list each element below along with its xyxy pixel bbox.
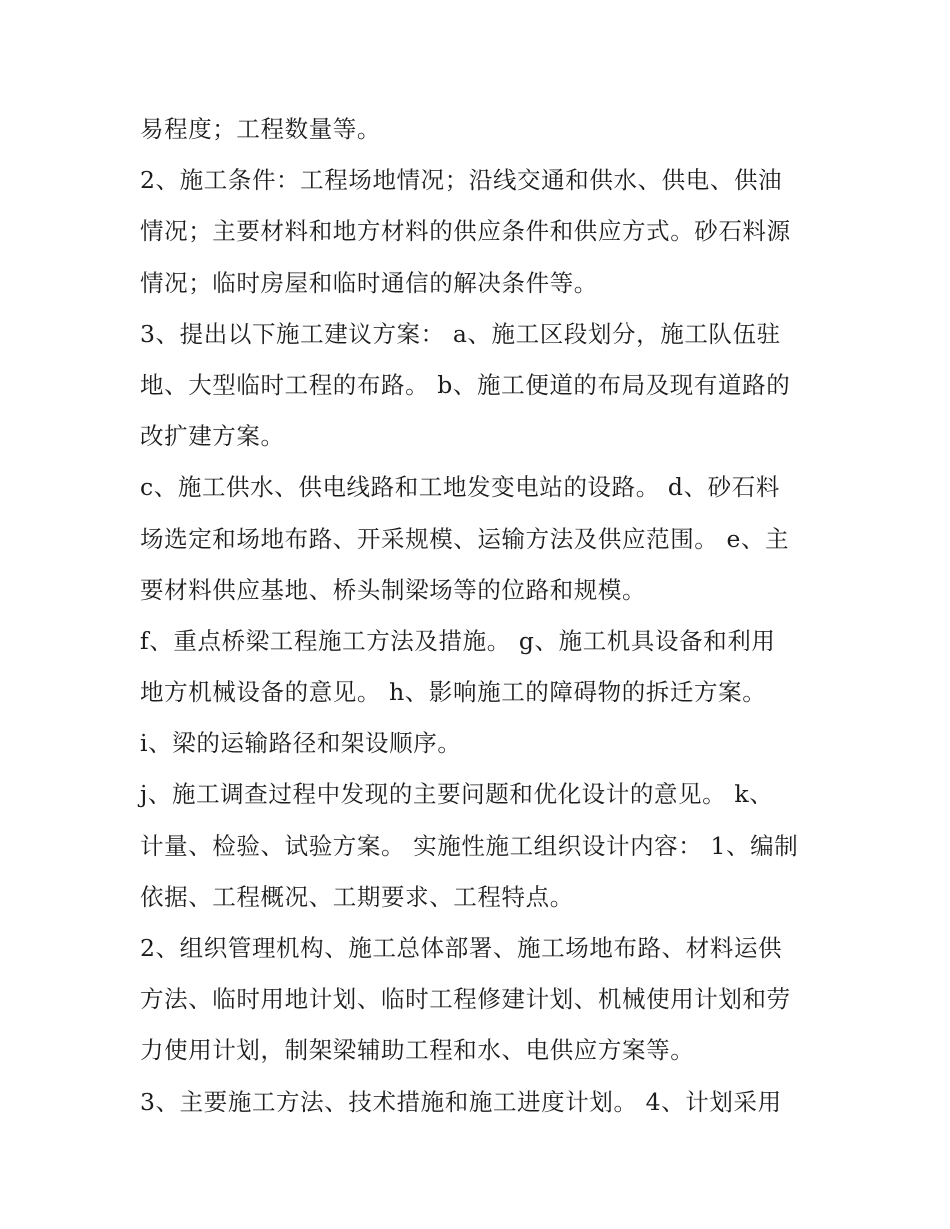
text-line: 地方机械设备的意见。 h、影响施工的障碍物的拆迁方案。 [140,678,767,707]
text-line: 情况；主要材料和地方材料的供应条件和供应方式。砂石料源 [140,217,791,246]
text-line: c、施工供水、供电线路和工地发变电站的设路。 d、砂石料 [140,473,780,502]
text-line: f、重点桥梁工程施工方法及措施。 g、施工机具设备和利用 [140,626,776,655]
text-line: 地、大型临时工程的布路。 b、施工便道的布局及现有道路的 [140,370,791,399]
text-line: 2、施工条件：工程场地情况；沿线交通和供水、供电、供油 [140,166,783,195]
text-line: 情况；临时房屋和临时通信的解决条件等。 [140,268,598,297]
text-line: j、施工调查过程中发现的主要问题和优化设计的意见。 k、 [140,780,774,809]
text-line: 要材料供应基地、桥头制梁场等的位路和规模。 [140,575,647,604]
text-line: 计量、检验、试验方案。 实施性施工组织设计内容： 1、编制 [140,831,799,860]
text-line: 3、提出以下施工建议方案： a、施工区段划分，施工队伍驻 [140,319,781,348]
text-line: 2、组织管理机构、施工总体部署、施工场地布路、材料运供 [140,934,783,962]
text-line: 3、主要施工方法、技术措施和施工进度计划。 4、计划采用 [140,1087,782,1116]
text-line: 依据、工程概况、工期要求、工程特点。 [140,882,574,911]
text-line: 场选定和场地布路、开采规模、运输方法及供应范围。 e、主 [140,524,790,553]
text-line: 易程度；工程数量等。 [140,115,381,143]
text-line: 方法、临时用地计划、临时工程修建计划、机械使用计划和劳 [140,985,791,1014]
body-text [140,104,830,1128]
text-line: 力使用计划，制架梁辅助工程和水、电供应方案等。 [140,1036,695,1065]
text-line: i、梁的运输路径和架设顺序。 [140,729,462,758]
text-line: 改扩建方案。 [140,422,285,451]
